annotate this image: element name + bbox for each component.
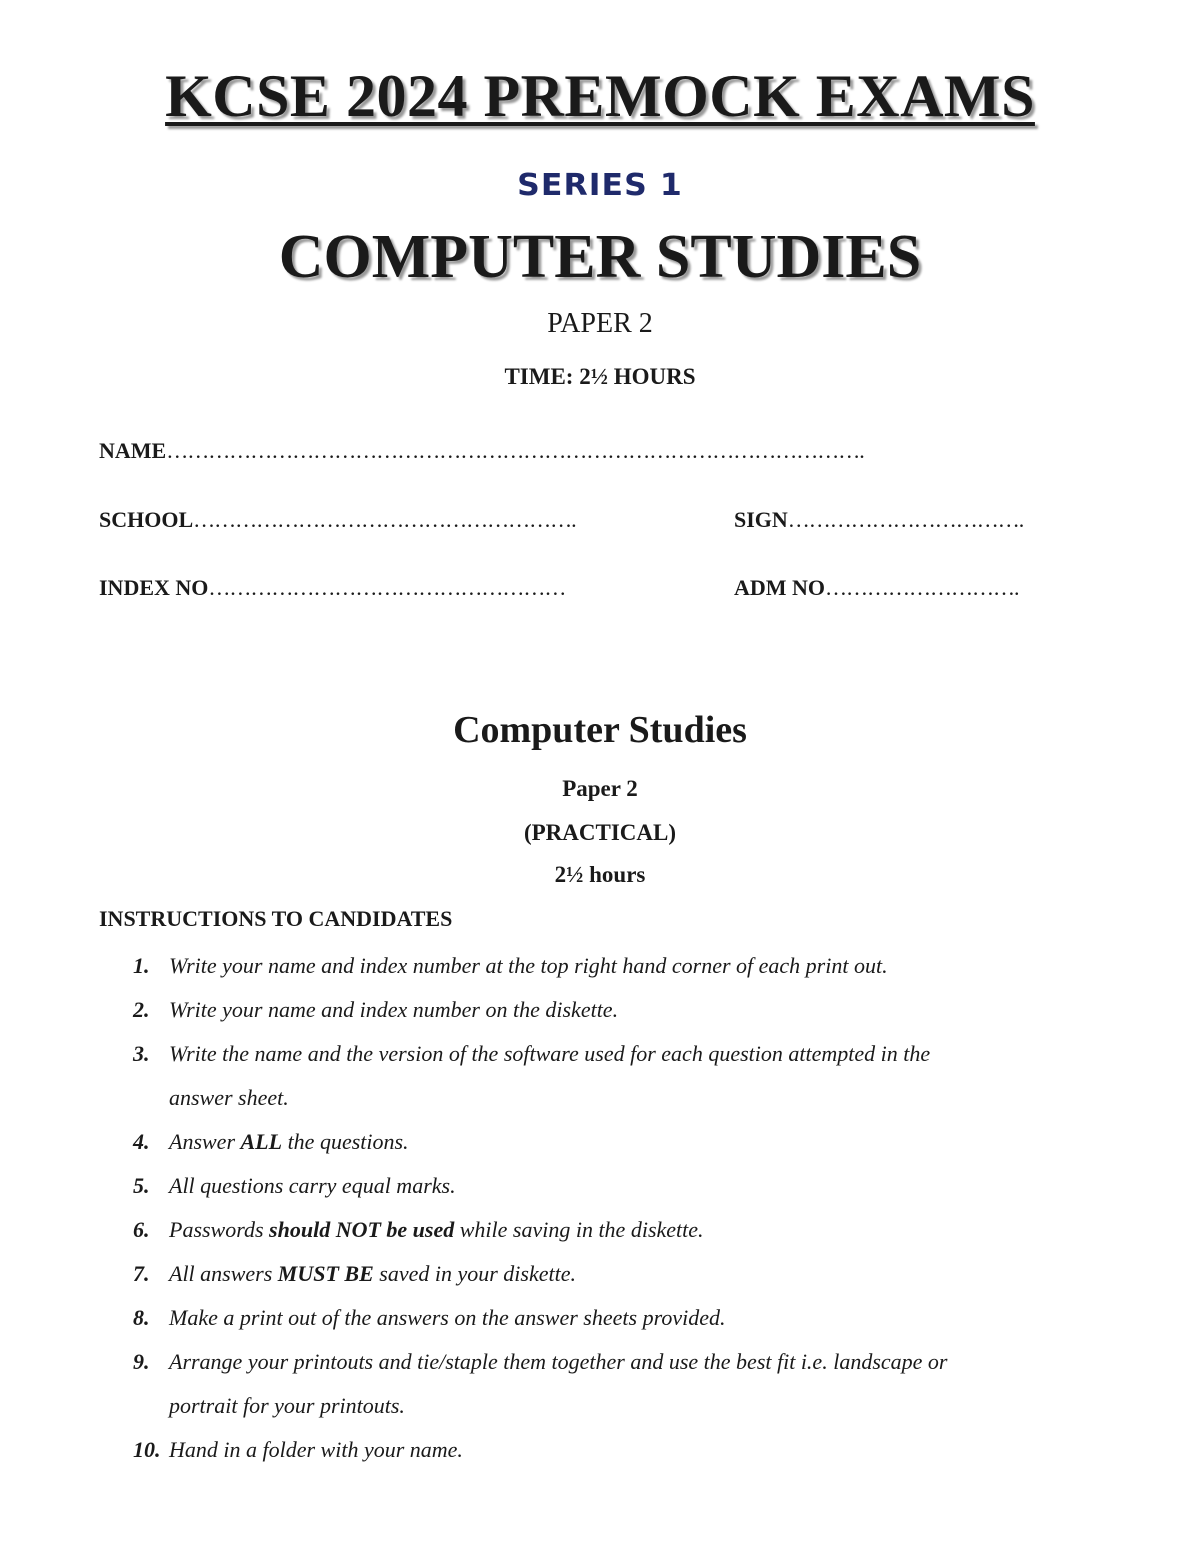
school-label: SCHOOL xyxy=(99,507,194,532)
instruction-emphasis: should NOT be used xyxy=(269,1217,455,1242)
instruction-item-8 xyxy=(133,1296,1093,1340)
instruction-text-continued: answer sheet. xyxy=(169,1085,289,1110)
instruction-number: 5. xyxy=(133,1173,150,1198)
instruction-number: 1. xyxy=(133,953,150,978)
section-title: Computer Studies xyxy=(453,709,747,751)
instruction-text-pre: Passwords xyxy=(169,1217,270,1242)
instruction-text-post: while saving in the diskette. xyxy=(454,1217,704,1242)
instruction-number: 7. xyxy=(133,1261,150,1286)
instruction-number: 6. xyxy=(133,1217,150,1242)
instruction-item-5 xyxy=(133,1164,1093,1208)
instruction-emphasis: MUST BE xyxy=(277,1261,374,1286)
instruction-text-pre: All answers xyxy=(169,1261,278,1286)
section-paper: Paper 2 xyxy=(562,776,638,801)
instruction-item-10 xyxy=(133,1428,1093,1472)
instruction-item-9 xyxy=(133,1340,1093,1428)
paper-label: PAPER 2 xyxy=(547,308,653,339)
instruction-text-post: saved in your diskette. xyxy=(373,1261,577,1286)
instruction-text: Arrange your printouts and tie/staple them together and use the best fit i.e. landscape or xyxy=(169,1349,948,1374)
name-dots: ………………………………………………………………………………………. xyxy=(166,438,864,463)
instruction-text-post: the questions. xyxy=(282,1129,409,1154)
instruction-item-1 xyxy=(133,944,1093,988)
sign-label: SIGN xyxy=(734,507,788,532)
exam-title xyxy=(0,62,1200,131)
instruction-item-3 xyxy=(133,1032,1093,1120)
instructions-heading: INSTRUCTIONS TO CANDIDATES xyxy=(99,906,453,931)
index-dots: …………………………………………… xyxy=(208,575,566,600)
instruction-text: Write your name and index number on the diskette. xyxy=(169,997,619,1022)
instruction-item-7 xyxy=(133,1252,1093,1296)
instruction-emphasis: ALL xyxy=(240,1129,283,1154)
series-label: SERIES 1 xyxy=(517,168,683,203)
instruction-number: 3. xyxy=(133,1041,150,1066)
section-duration: 2½ hours xyxy=(554,862,646,887)
name-field[interactable] xyxy=(99,438,1099,464)
instruction-item-4 xyxy=(133,1120,1093,1164)
name-label: NAME xyxy=(99,438,167,463)
adm-dots: ………………………. xyxy=(825,575,1019,600)
exam-title-text: KCSE 2024 PREMOCK EXAMS xyxy=(165,63,1035,129)
sign-field[interactable] xyxy=(734,507,1098,533)
instruction-text: Hand in a folder with your name. xyxy=(169,1437,463,1462)
subject-title: COMPUTER STUDIES xyxy=(278,223,922,291)
sign-dots: ……………………………. xyxy=(787,507,1024,532)
index-field[interactable] xyxy=(99,575,711,601)
school-field[interactable] xyxy=(99,507,711,533)
instruction-number: 10. xyxy=(133,1437,161,1462)
instruction-item-2 xyxy=(133,988,1093,1032)
instruction-text: Write the name and the version of the software used for each question attempted in the xyxy=(169,1041,931,1066)
instruction-item-6 xyxy=(133,1208,1093,1252)
instruction-text: All questions carry equal marks. xyxy=(169,1173,456,1198)
adm-field[interactable] xyxy=(734,575,1098,601)
instruction-number: 4. xyxy=(133,1129,150,1154)
instruction-number: 2. xyxy=(133,997,150,1022)
instruction-text-pre: Answer xyxy=(169,1129,241,1154)
index-label: INDEX NO xyxy=(99,575,209,600)
section-type: (PRACTICAL) xyxy=(523,820,677,845)
instruction-text-continued: portrait for your printouts. xyxy=(169,1393,405,1418)
instruction-number: 9. xyxy=(133,1349,150,1374)
instruction-text: Make a print out of the answers on the answer sheets provided. xyxy=(169,1305,726,1330)
instruction-number: 8. xyxy=(133,1305,150,1330)
school-dots: ………………………………………………. xyxy=(193,507,576,532)
time-label: TIME: 2½ HOURS xyxy=(504,364,696,389)
adm-label: ADM NO xyxy=(734,575,826,600)
instruction-text: Write your name and index number at the top right hand corner of each print out. xyxy=(169,953,888,978)
